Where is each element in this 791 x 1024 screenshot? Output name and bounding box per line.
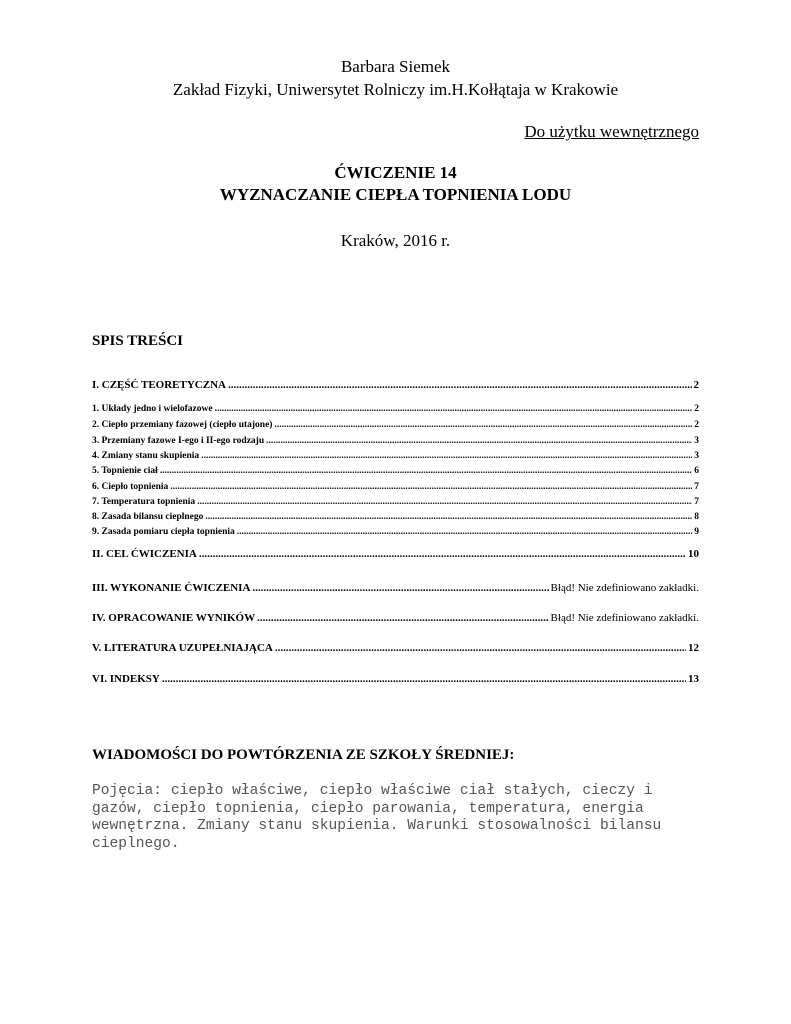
internal-use-note: Do użytku wewnętrznego bbox=[524, 122, 699, 141]
toc-entry-page: 2 bbox=[694, 404, 699, 414]
toc-leader-dots bbox=[257, 611, 548, 625]
toc-entry[interactable] bbox=[92, 547, 699, 561]
toc-entry[interactable] bbox=[92, 672, 699, 686]
review-text: Pojęcia: ciepło właściwe, ciepło właściwe ciał stałych, cieczy i gazów, ciepło topnienia, ciepło parowania, temperatura, energia wewnętrzna. Zmiany stanu skupienia. Warunki stosowalności bilansu cieplnego. bbox=[92, 783, 662, 852]
toc-entry-label: IV. OPRACOWANIE WYNIKÓW bbox=[92, 612, 256, 624]
toc-leader-dots bbox=[215, 403, 693, 416]
toc-entry[interactable] bbox=[92, 581, 699, 595]
toc-entry-page: 3 bbox=[694, 436, 699, 446]
toc-entry[interactable] bbox=[92, 403, 699, 416]
toc-leader-dots bbox=[160, 465, 693, 478]
toc-entry-label: 9. Zasada pomiaru ciepła topnienia bbox=[92, 527, 235, 537]
toc-entry[interactable] bbox=[92, 641, 699, 655]
toc-entry[interactable] bbox=[92, 481, 699, 494]
toc-entry[interactable] bbox=[92, 465, 699, 478]
toc-leader-dots bbox=[170, 481, 692, 494]
toc-leader-dots bbox=[199, 547, 686, 561]
toc-entry-page: 6 bbox=[694, 466, 699, 476]
toc-entry[interactable] bbox=[92, 611, 699, 625]
toc-entry-label: 1. Układy jedno i wielofazowe bbox=[92, 404, 213, 414]
toc-leader-dots bbox=[205, 511, 692, 524]
toc-entry-page: 7 bbox=[694, 497, 699, 507]
toc-entry[interactable] bbox=[92, 450, 699, 463]
toc-entry-label: 7. Temperatura topnienia bbox=[92, 497, 196, 507]
toc-entry-label: III. WYKONANIE ĆWICZENIA bbox=[92, 582, 251, 594]
exercise-number: ĆWICZENIE 14 bbox=[334, 163, 457, 182]
toc-entry-label: 3. Przemiany fazowe I-ego i II-ego rodzaju bbox=[92, 436, 265, 446]
toc-leader-dots bbox=[237, 526, 692, 539]
toc-entry-label: V. LITERATURA UZUPEŁNIAJĄCA bbox=[92, 642, 273, 654]
toc-leader-dots bbox=[266, 435, 692, 448]
toc-leader-dots bbox=[252, 581, 548, 595]
toc-leader-dots bbox=[228, 378, 692, 392]
exercise-title: WYZNACZANIE CIEPŁA TOPNIENIA LODU bbox=[219, 185, 572, 204]
toc-entry-page: Błąd! Nie zdefiniowano zakładki. bbox=[550, 582, 699, 594]
affiliation: Zakład Fizyki, Uniwersytet Rolniczy im.H.Kołłątaja w Krakowie bbox=[172, 80, 619, 99]
toc-entry-page: Błąd! Nie zdefiniowano zakładki. bbox=[550, 612, 699, 624]
review-heading: WIADOMOŚCI DO POWTÓRZENIA ZE SZKOŁY ŚREDNIEJ: bbox=[92, 747, 515, 763]
toc-entry[interactable] bbox=[92, 378, 699, 392]
toc-entry-page: 8 bbox=[694, 512, 699, 522]
toc-entry-label: VI. INDEKSY bbox=[92, 673, 160, 685]
toc-entry-page: 2 bbox=[694, 420, 699, 430]
toc-entry-page: 3 bbox=[694, 451, 699, 461]
toc-entry[interactable] bbox=[92, 435, 699, 448]
author-name: Barbara Siemek bbox=[340, 57, 451, 76]
toc-entry-page: 2 bbox=[693, 379, 699, 391]
toc-entry-page: 9 bbox=[694, 527, 699, 537]
toc-entry[interactable] bbox=[92, 511, 699, 524]
toc-entry-label: II. CEL ĆWICZENIA bbox=[92, 548, 197, 560]
toc-entry-label: 5. Topnienie ciał bbox=[92, 466, 158, 476]
toc-entry[interactable] bbox=[92, 496, 699, 509]
toc-entry-label: 6. Ciepło topnienia bbox=[92, 482, 169, 492]
toc-leader-dots bbox=[274, 419, 692, 432]
toc-entry[interactable] bbox=[92, 419, 699, 432]
toc-entry-label: 2. Ciepło przemiany fazowej (ciepło utajone) bbox=[92, 420, 273, 430]
toc-entry-label: 4. Zmiany stanu skupienia bbox=[92, 451, 200, 461]
toc-entry-label: 8. Zasada bilansu cieplnego bbox=[92, 512, 204, 522]
toc-entry-page: 10 bbox=[688, 548, 699, 560]
toc-leader-dots bbox=[162, 672, 686, 686]
toc-entry-page: 7 bbox=[694, 482, 699, 492]
toc-leader-dots bbox=[201, 450, 692, 463]
toc-leader-dots bbox=[275, 641, 686, 655]
toc-entry-label: I. CZĘŚĆ TEORETYCZNA bbox=[92, 379, 226, 391]
toc-entry-page: 12 bbox=[688, 642, 699, 654]
toc-entry[interactable] bbox=[92, 526, 699, 539]
toc-leader-dots bbox=[197, 496, 692, 509]
toc-heading: SPIS TREŚCI bbox=[92, 333, 184, 349]
place-date: Kraków, 2016 r. bbox=[340, 231, 451, 250]
toc-entry-page: 13 bbox=[688, 673, 699, 685]
